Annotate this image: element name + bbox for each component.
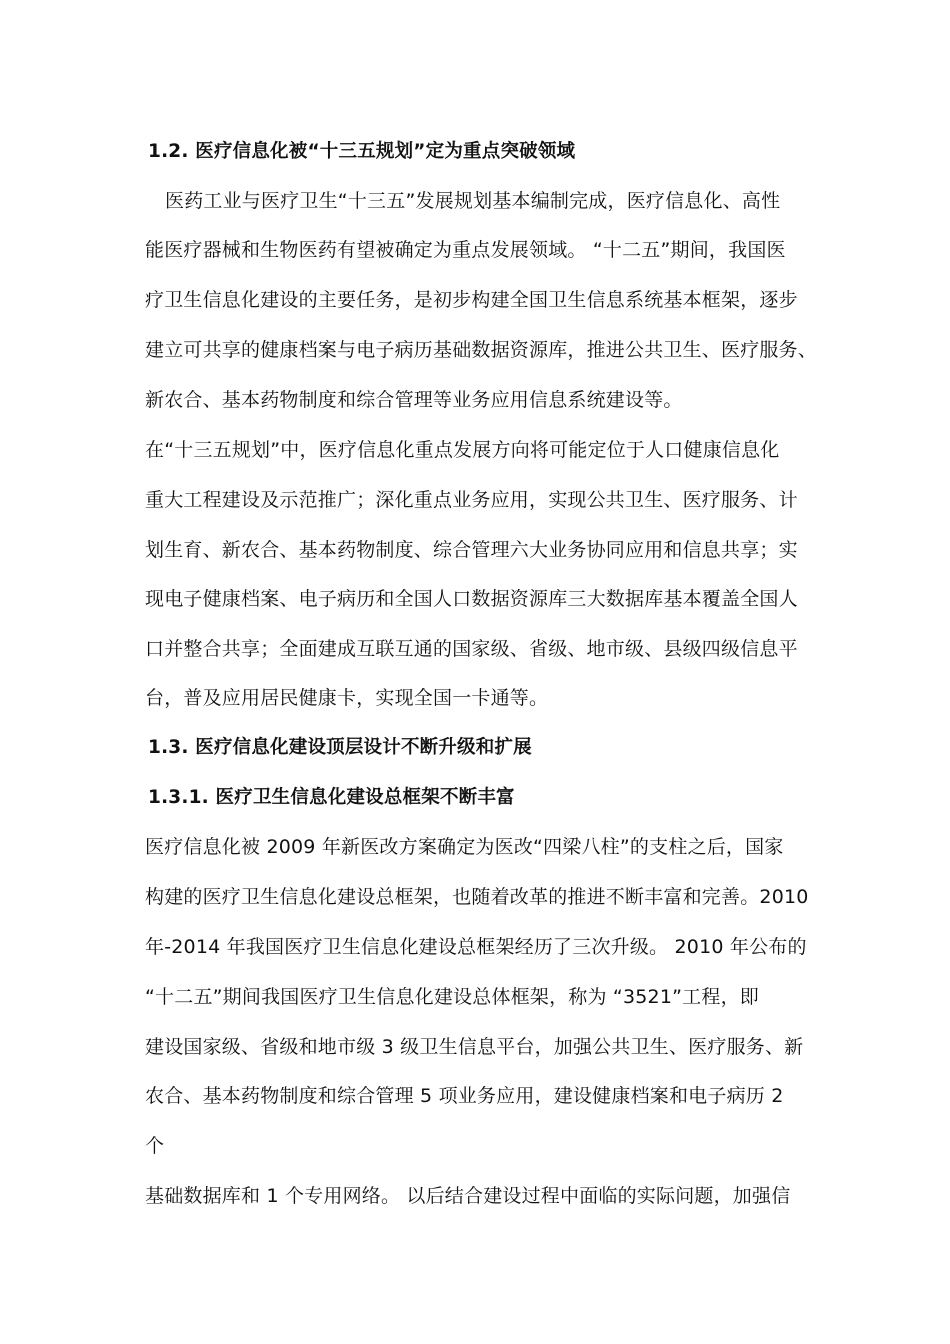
paragraph-line: 口并整合共享；全面建成互联互通的国家级、省级、地市级、县级四级信息平 bbox=[145, 638, 798, 660]
paragraph-line: 医疗信息化被 2009 年新医改方案确定为医改“四梁八柱”的支柱之后，国家 bbox=[145, 836, 784, 858]
paragraph-line: 个 bbox=[145, 1135, 165, 1157]
paragraph-line: 医药工业与医疗卫生“十三五”发展规划基本编制完成，医疗信息化、高性 bbox=[165, 190, 781, 212]
paragraph-line: 台，普及应用居民健康卡，实现全国一卡通等。 bbox=[145, 687, 549, 709]
paragraph-line: 划生育、新农合、基本药物制度、综合管理六大业务协同应用和信息共享；实 bbox=[145, 539, 798, 561]
paragraph-line: 建立可共享的健康档案与电子病历基础数据资源库，推进公共卫生、医疗服务、 bbox=[145, 339, 818, 361]
paragraph-line: 基础数据库和 1 个专用网络。 以后结合建设过程中面临的实际问题，加强信 bbox=[145, 1185, 791, 1207]
paragraph-line: 重大工程建设及示范推广；深化重点业务应用，实现公共卫生、医疗服务、计 bbox=[145, 489, 798, 511]
paragraph-line: 能医疗器械和生物医药有望被确定为重点发展领域。 “十二五”期间，我国医 bbox=[145, 239, 786, 261]
paragraph-line: 农合、基本药物制度和综合管理 5 项业务应用，建设健康档案和电子病历 2 bbox=[145, 1085, 784, 1107]
paragraph-line: 建设国家级、省级和地市级 3 级卫生信息平台，加强公共卫生、医疗服务、新 bbox=[145, 1036, 804, 1058]
paragraph-line: 在“十三五规划”中，医疗信息化重点发展方向将可能定位于人口健康信息化 bbox=[145, 439, 780, 461]
paragraph-line: 现电子健康档案、电子病历和全国人口数据资源库三大数据库基本覆盖全国人 bbox=[145, 588, 798, 610]
paragraph-line: “十二五”期间我国医疗卫生信息化建设总体框架，称为 “3521”工程，即 bbox=[145, 986, 759, 1008]
paragraph-line: 疗卫生信息化建设的主要任务，是初步构建全国卫生信息系统基本框架，逐步 bbox=[145, 289, 798, 311]
section-heading-1-2: 1.2. 医疗信息化被“十三五规划”定为重点突破领域 bbox=[148, 141, 576, 162]
paragraph-line: 新农合、基本药物制度和综合管理等业务应用信息系统建设等。 bbox=[145, 389, 683, 411]
paragraph-line: 构建的医疗卫生信息化建设总框架，也随着改革的推进不断丰富和完善。2010 bbox=[145, 886, 809, 908]
paragraph-line: 年-2014 年我国医疗卫生信息化建设总框架经历了三次升级。 2010 年公布的 bbox=[145, 936, 807, 958]
section-heading-1-3: 1.3. 医疗信息化建设顶层设计不断升级和扩展 bbox=[148, 737, 532, 758]
section-heading-1-3-1: 1.3.1. 医疗卫生信息化建设总框架不断丰富 bbox=[148, 787, 515, 808]
